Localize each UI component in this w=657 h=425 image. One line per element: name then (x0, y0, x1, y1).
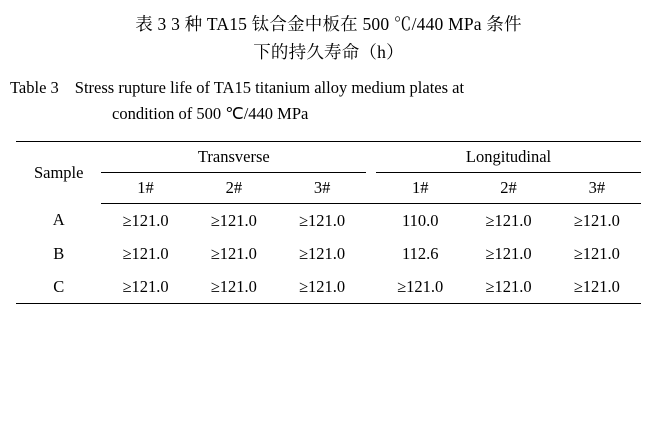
cell-transverse-1: ≥121.0 (122, 210, 169, 230)
table-row (16, 270, 641, 304)
cell-transverse-2: ≥121.0 (210, 243, 257, 263)
column-header-transverse-3: 3# (278, 173, 366, 204)
table-row (16, 237, 641, 270)
cell-transverse-1: ≥121.0 (101, 270, 189, 304)
cell-longitudinal-2: ≥121.0 (485, 243, 532, 263)
column-header-longitudinal-1: 1# (376, 173, 464, 204)
column-group-header-transverse: Transverse (101, 142, 366, 173)
cell-longitudinal-2: ≥121.0 (464, 270, 552, 304)
cell-longitudinal-2: ≥121.0 (485, 210, 532, 230)
cell-transverse-3: ≥121.0 (299, 243, 346, 263)
cell-transverse-2: ≥121.0 (190, 270, 278, 304)
column-header-longitudinal-2: 2# (464, 173, 552, 204)
table-figure-page (0, 10, 657, 425)
cell-sample: C (16, 270, 101, 304)
column-header-sample: Sample (16, 142, 101, 204)
cell-longitudinal-1: ≥121.0 (376, 270, 464, 304)
cell-longitudinal-1: 110.0 (401, 210, 439, 230)
cell-longitudinal-1: 112.6 (401, 243, 439, 263)
cell-transverse-2: ≥121.0 (210, 210, 257, 230)
column-header-transverse-1: 1# (101, 173, 189, 204)
table-group-header-row (16, 142, 641, 173)
cell-transverse-3: ≥121.0 (299, 210, 346, 230)
caption-english-text-1: Stress rupture life of TA15 titanium alloy medium plates at (74, 77, 465, 97)
cell-longitudinal-3: ≥121.0 (573, 210, 620, 230)
caption-chinese (34, 10, 623, 67)
cell-spacer (366, 237, 376, 270)
header-spacer (366, 142, 376, 173)
caption-chinese-line-2: 下的持久寿命（h） (253, 42, 404, 63)
table-subheader-row (16, 173, 641, 204)
column-group-header-longitudinal: Longitudinal (376, 142, 641, 173)
column-header-longitudinal-3: 3# (553, 173, 641, 204)
table-header (16, 142, 641, 204)
table-body (16, 204, 641, 304)
caption-english-line-2: condition of 500 ℃/440 MPa (112, 104, 309, 124)
cell-transverse-1: ≥121.0 (122, 243, 169, 263)
caption-english-line-1 (8, 75, 649, 102)
cell-spacer (366, 204, 376, 238)
cell-longitudinal-3: ≥121.0 (573, 243, 620, 263)
subheader-spacer (366, 173, 376, 204)
cell-spacer (366, 270, 376, 304)
cell-longitudinal-3: ≥121.0 (553, 270, 641, 304)
cell-sample: A (52, 210, 65, 230)
caption-english (8, 75, 649, 128)
table-number-label: Table 3 (10, 77, 59, 97)
cell-transverse-3: ≥121.0 (278, 270, 366, 304)
cell-sample: B (53, 243, 65, 263)
table-row (16, 204, 641, 238)
stress-rupture-life-table (16, 141, 641, 304)
column-header-transverse-2: 2# (190, 173, 278, 204)
caption-chinese-line-1: 表 3 3 种 TA15 钛合金中板在 500 ℃/440 MPa 条件 (135, 14, 522, 34)
